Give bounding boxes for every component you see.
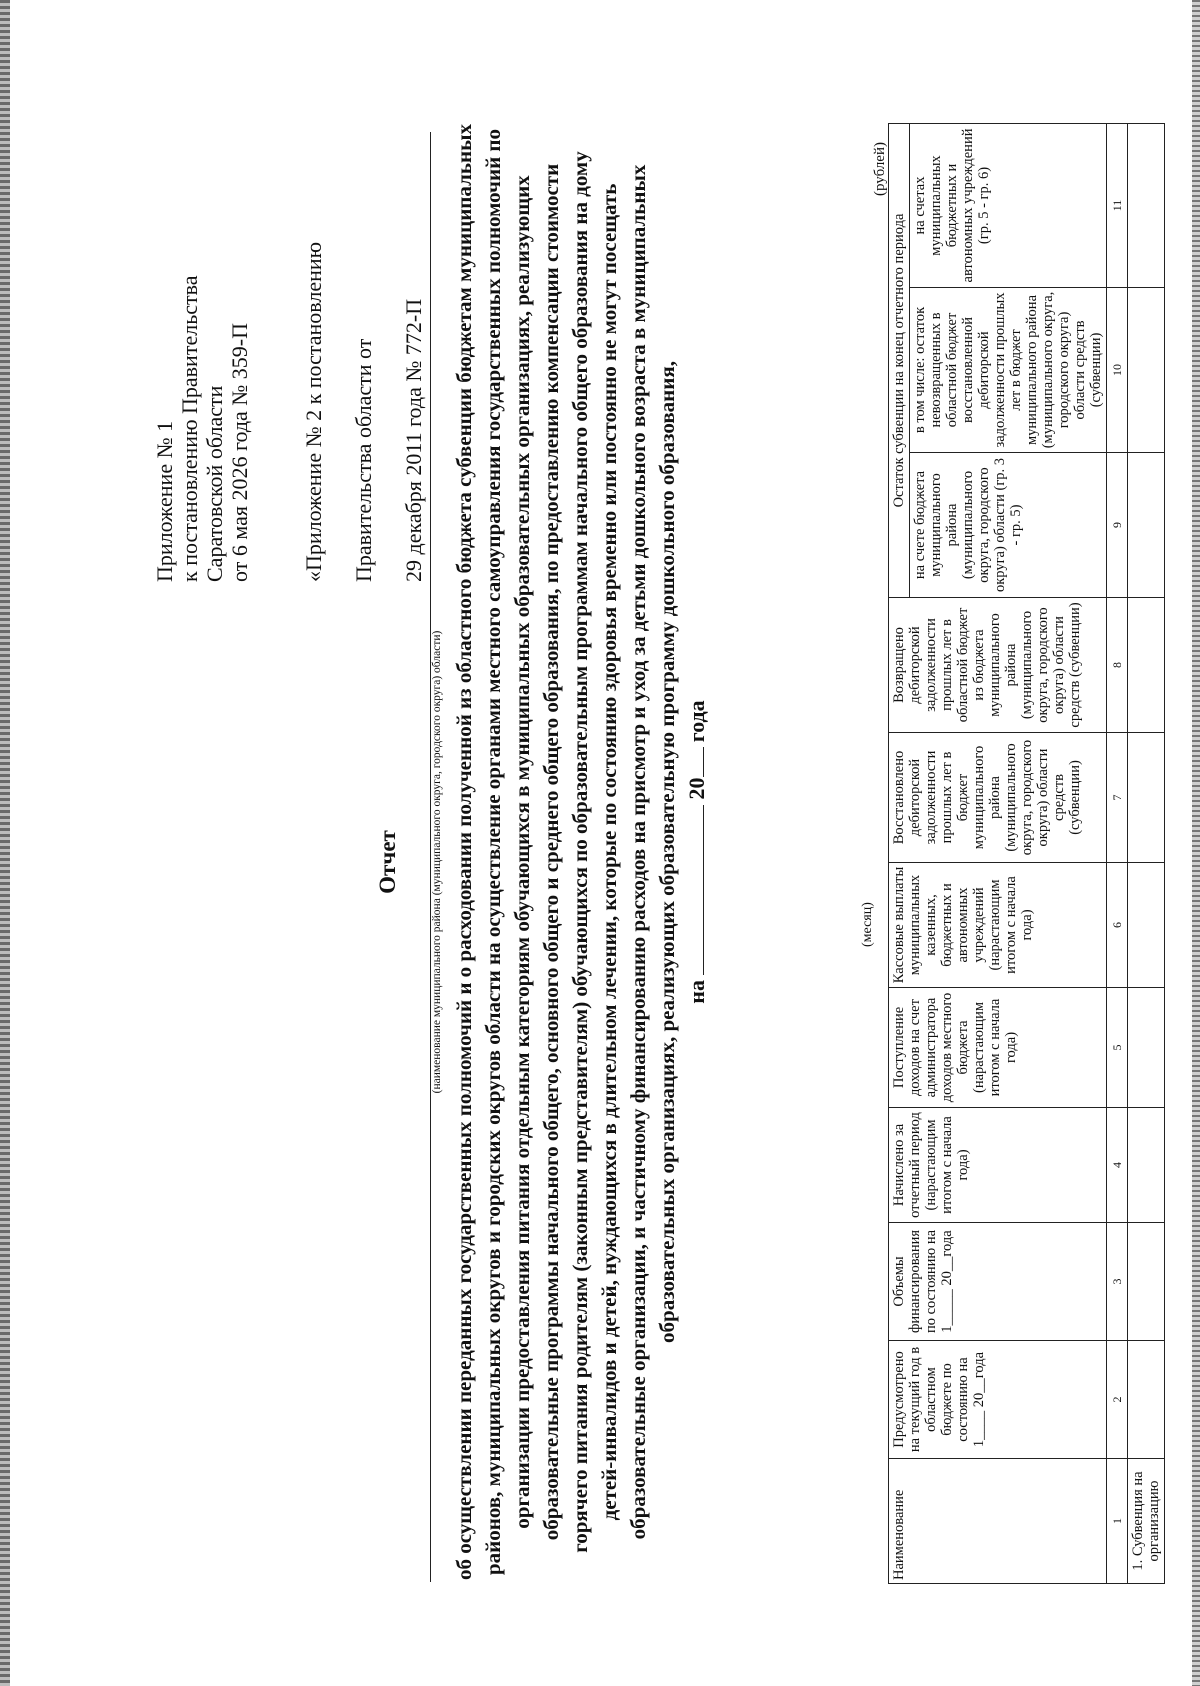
column-number: 1	[1107, 1459, 1128, 1584]
header-returned: Возвращено дебиторской задолженности прошлых лет в областной бюджет из бюджета муниципального района (муниципального округа, городского округа) области средств (субвенции)	[889, 598, 1107, 733]
column-number: 10	[1107, 288, 1128, 453]
table-cell	[1128, 124, 1165, 288]
header-remainder-unreturned: в том числе: остаток невозвращенных в областной бюджет восстановленной дебиторской задолженности прошлых лет в бюджет муниципального района (муниципального округа, городского округа) области средств (субвенции)	[910, 288, 1107, 453]
period-year-prefix: 20	[684, 777, 709, 800]
organization-name-line	[406, 132, 431, 1582]
column-number: 11	[1107, 124, 1128, 288]
column-number: 8	[1107, 598, 1128, 733]
table-cell	[1128, 453, 1165, 598]
table-header-row-1	[889, 124, 910, 1584]
approval-line-7: 29 декабря 2011 года № 772-П	[401, 298, 426, 582]
organization-name-caption: (наименование муниципального района (муниципального округа, городского округа) области)	[431, 630, 443, 1094]
approval-line-4: от 6 мая 2026 года № 359-П	[227, 323, 252, 582]
period-prefix: на	[684, 980, 709, 1004]
header-planned: Предусмотрено на текущий год в областном бюджете по состоянию на 1____ 20__года	[889, 1341, 1107, 1459]
report-table	[888, 123, 1165, 1584]
table-cell	[1128, 1341, 1165, 1459]
column-number-row	[1107, 124, 1128, 1584]
table-cell	[1128, 1108, 1165, 1223]
period-year-suffix: года	[684, 700, 709, 743]
header-accrued: Начислено за отчетный период (нарастающим итогом с начала года)	[889, 1108, 1107, 1223]
report-subject-text: об осуществлении переданных государственных полномочий и о расходовании полученной из областного бюджета субвенции бюджетам муниципальных районов, муниципальных округов и городских округов области на осуществление органами местного самоуправления государственных полномочий по организации предоставления питания отдельным категориям обучающихся в муниципальных образовательных организациях, реализующих образовательные программы начального общего, основного общего и среднего общего образования, по предоставлению компенсации стоимости горячего питания родителям (законным представителям) обучающихся по образовательным программам начального общего образования на дому детей-инвалидов и детей, нуждающихся в длительном лечении, которые по состоянию здоровья временно или постоянно не могут посещать образовательные организации, и частичному финансированию расходов на присмотр и уход за детьми дошкольного возраста в муниципальных образовательных организациях, реализующих образовательную программу дошкольного образования,	[452, 124, 679, 1580]
column-number: 4	[1107, 1108, 1128, 1223]
approval-line-2: к постановлению Правительства	[177, 275, 202, 582]
header-receipts: Поступление доходов на счет администратора доходов местного бюджета (нарастающим итогом с начала года)	[889, 988, 1107, 1108]
header-remainder-group: Остаток субвенции на конец отчетного периода	[889, 124, 910, 598]
document-title: Отчет	[375, 830, 400, 894]
table-cell	[1128, 733, 1165, 863]
table-cell	[1128, 863, 1165, 988]
column-number: 9	[1107, 453, 1128, 598]
table-row	[1128, 124, 1165, 1584]
column-number: 5	[1107, 988, 1128, 1108]
year-blank	[685, 748, 704, 778]
table-cell	[1128, 598, 1165, 733]
document-page	[130, 102, 1180, 1622]
row-name-cell: 1. Субвенция на организацию	[1128, 1459, 1165, 1584]
scan-edge-left	[0, 0, 10, 1686]
table-cell	[1128, 1223, 1165, 1341]
header-name: Наименование	[889, 1459, 1107, 1584]
approval-line-3: Саратовской области	[202, 385, 227, 582]
column-number: 7	[1107, 733, 1128, 863]
header-remainder-account: на счете бюджета муниципального района (муниципального округа, городского округа) области (гр. 3 - гр. 5)	[910, 453, 1107, 598]
table-cell	[1128, 988, 1165, 1108]
header-payments: Кассовые выплаты муниципальных казенных, бюджетных и автономных учреждений (нарастающим итогом с начала года)	[889, 863, 1107, 988]
approval-line-1: Приложение № 1	[152, 420, 177, 582]
column-number: 2	[1107, 1341, 1128, 1459]
unit-label: (рублей)	[872, 142, 888, 197]
header-financing: Объемы финансирования по состоянию на 1_____ 20__года	[889, 1223, 1107, 1341]
month-caption: (месяц)	[860, 902, 875, 947]
approval-line-5: «Приложение № 2 к постановлению	[301, 241, 326, 582]
report-subject	[450, 122, 712, 1582]
header-remainder-institutions: на счетах муниципальных бюджетных и автономных учреждений (гр. 5 - гр. 6)	[910, 124, 1107, 288]
header-restored: Восстановлено дебиторской задолженности прошлых лет в бюджет муниципального района (муниципального округа, городского округа) области средств (субвенции)	[889, 733, 1107, 863]
approval-line-6: Правительства области от	[351, 338, 376, 582]
month-blank	[685, 805, 704, 975]
column-number: 3	[1107, 1223, 1128, 1341]
scan-edge-right	[1192, 0, 1200, 1686]
column-number: 6	[1107, 863, 1128, 988]
table-cell	[1128, 288, 1165, 453]
